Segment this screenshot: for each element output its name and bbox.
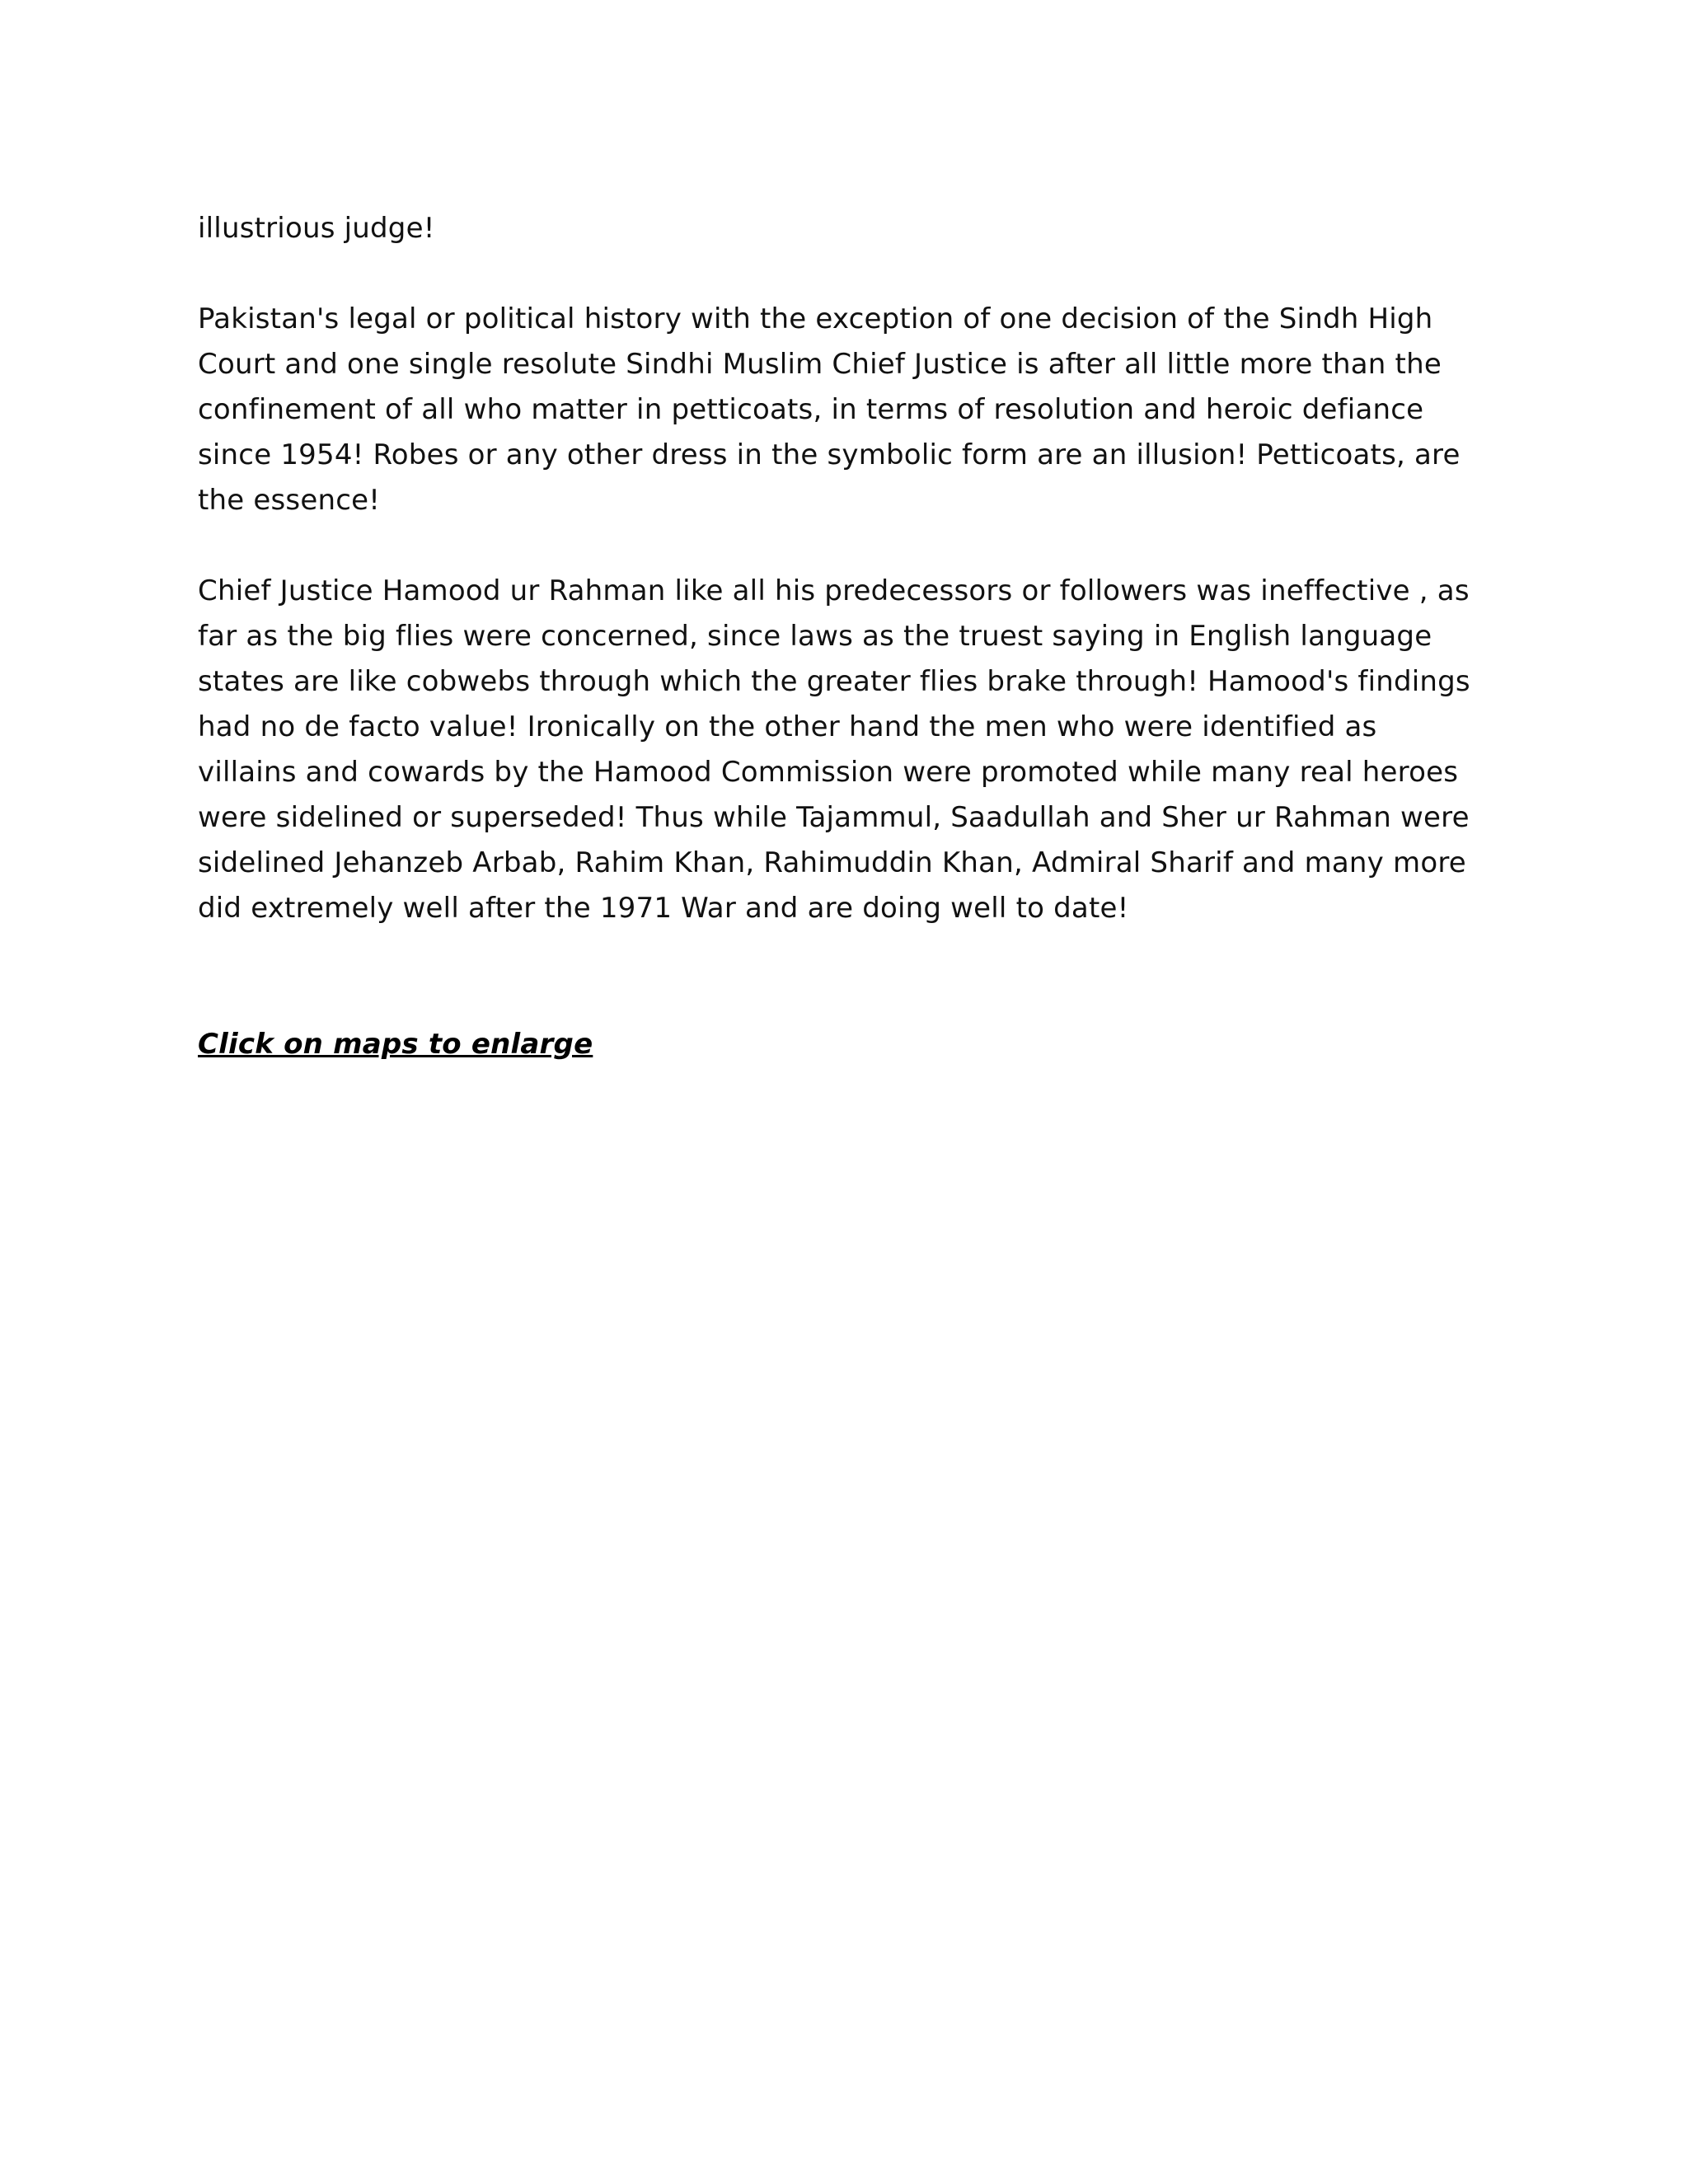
paragraph-legal-history: Pakistan's legal or political history with the exception of one decision of the Sindh High Court and one single resolute Sindhi Muslim Chief Justice is after all little more than the confinement of all who matter in petticoats, in terms of resolution and heroic defiance since 1954! Robes or any other dress in the symbolic form are an illusion! Petticoats, are the essence! — [198, 302, 1461, 517]
document-body — [198, 206, 1484, 1067]
maps-enlarge-link[interactable]: Click on maps to enlarge — [198, 1028, 593, 1061]
paragraph-continuation: illustrious judge! — [198, 212, 435, 245]
paragraph-hamood-commission: Chief Justice Hamood ur Rahman like all his predecessors or followers was ineffective , as far as the big flies were concerned, since laws as the truest saying in English language states are like cobwebs through which the greater flies brake through! Hamood's findings had no de facto value! Ironically on the other hand the men who were identified as villains and cowards by the Hamood Commission were promoted while many real heroes were sidelined or superseded! Thus while Tajammul, Saadullah and Sher ur Rahman were sidelined Jehanzeb Arbab, Rahim Khan, Rahimuddin Khan, Admiral Sharif and many more did extremely well after the 1971 War and are doing well to date! — [198, 574, 1470, 925]
